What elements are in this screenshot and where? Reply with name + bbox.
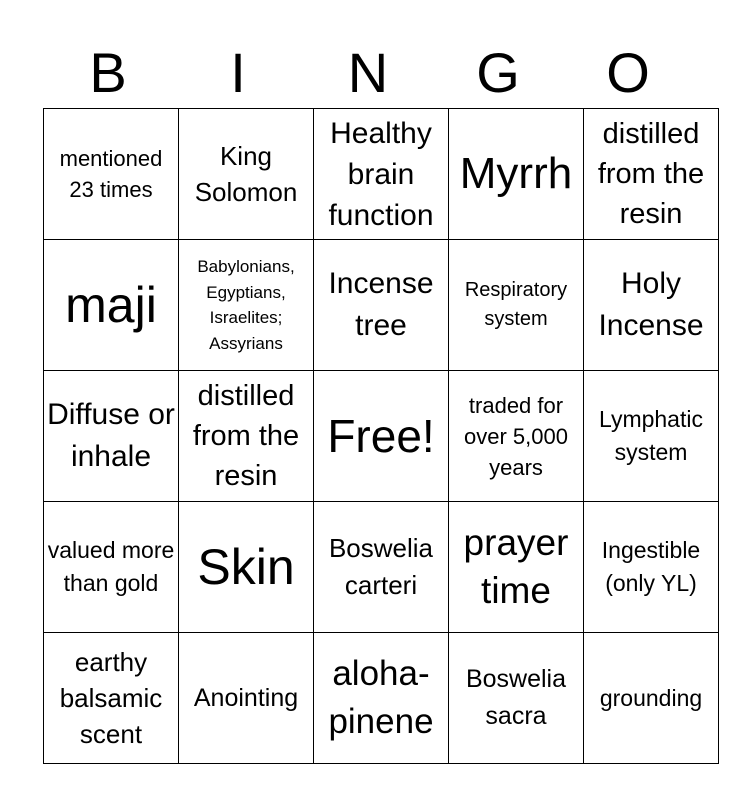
cell-text: earthy balsamic scent — [59, 647, 163, 749]
bingo-card-grid — [43, 108, 719, 764]
cell-text: Skin — [197, 539, 295, 595]
bingo-cell — [44, 633, 179, 764]
cell-text: Free! — [327, 410, 435, 462]
bingo-cell — [179, 240, 314, 371]
bingo-cell — [449, 502, 584, 633]
cell-text: Boswelia carteri — [328, 533, 434, 600]
cell-text: King Solomon — [194, 141, 298, 207]
header-letter-n: N — [347, 41, 389, 104]
cell-text: mentioned 23 times — [59, 146, 163, 202]
cell-text: Holy Incense — [598, 267, 704, 342]
bingo-header — [43, 42, 693, 104]
bingo-cell — [584, 240, 719, 371]
cell-text: Lymphatic system — [599, 406, 703, 465]
bingo-cell — [449, 109, 584, 240]
cell-text: valued more than gold — [47, 537, 175, 596]
bingo-row — [44, 371, 719, 502]
header-letter-i: I — [230, 41, 246, 104]
header-letter-g: G — [476, 41, 520, 104]
bingo-cell — [314, 502, 449, 633]
cell-text: maji — [65, 277, 157, 333]
bingo-cell — [449, 240, 584, 371]
cell-text: distilled from the resin — [597, 118, 705, 230]
cell-text: Babylonians, Egyptians, Israelites; Assyrians — [197, 257, 295, 353]
cell-text: Myrrh — [459, 149, 573, 198]
cell-text: Ingestible (only YL) — [601, 537, 701, 596]
cell-text: Respiratory system — [464, 279, 568, 330]
cell-text: distilled from the resin — [192, 380, 300, 492]
bingo-cell — [44, 502, 179, 633]
bingo-cell — [449, 633, 584, 764]
bingo-cell — [314, 109, 449, 240]
bingo-cell — [179, 109, 314, 240]
bingo-cell — [44, 240, 179, 371]
bingo-cell — [314, 633, 449, 764]
cell-text: traded for over 5,000 years — [464, 392, 568, 480]
bingo-cell — [179, 633, 314, 764]
bingo-cell — [314, 240, 449, 371]
bingo-cell — [584, 633, 719, 764]
bingo-cell — [314, 371, 449, 502]
bingo-cell — [44, 109, 179, 240]
header-letter-o: O — [606, 41, 650, 104]
header-letter-b: B — [89, 41, 127, 104]
cell-text: Healthy brain function — [328, 116, 434, 232]
bingo-row — [44, 502, 719, 633]
cell-text: Diffuse or inhale — [47, 398, 175, 473]
cell-text: aloha-pinene — [328, 654, 434, 741]
bingo-row — [44, 109, 719, 240]
cell-text: Boswelia sacra — [465, 665, 567, 730]
bingo-row — [44, 633, 719, 764]
bingo-cell — [449, 371, 584, 502]
bingo-cell — [584, 109, 719, 240]
bingo-cell — [584, 371, 719, 502]
bingo-cell — [44, 371, 179, 502]
bingo-row — [44, 240, 719, 371]
bingo-cell — [179, 371, 314, 502]
cell-text: prayer time — [463, 522, 569, 611]
bingo-cell — [179, 502, 314, 633]
cell-text: Anointing — [193, 684, 299, 712]
cell-text: grounding — [599, 684, 703, 711]
bingo-cell — [584, 502, 719, 633]
cell-text: Incense tree — [328, 267, 434, 342]
